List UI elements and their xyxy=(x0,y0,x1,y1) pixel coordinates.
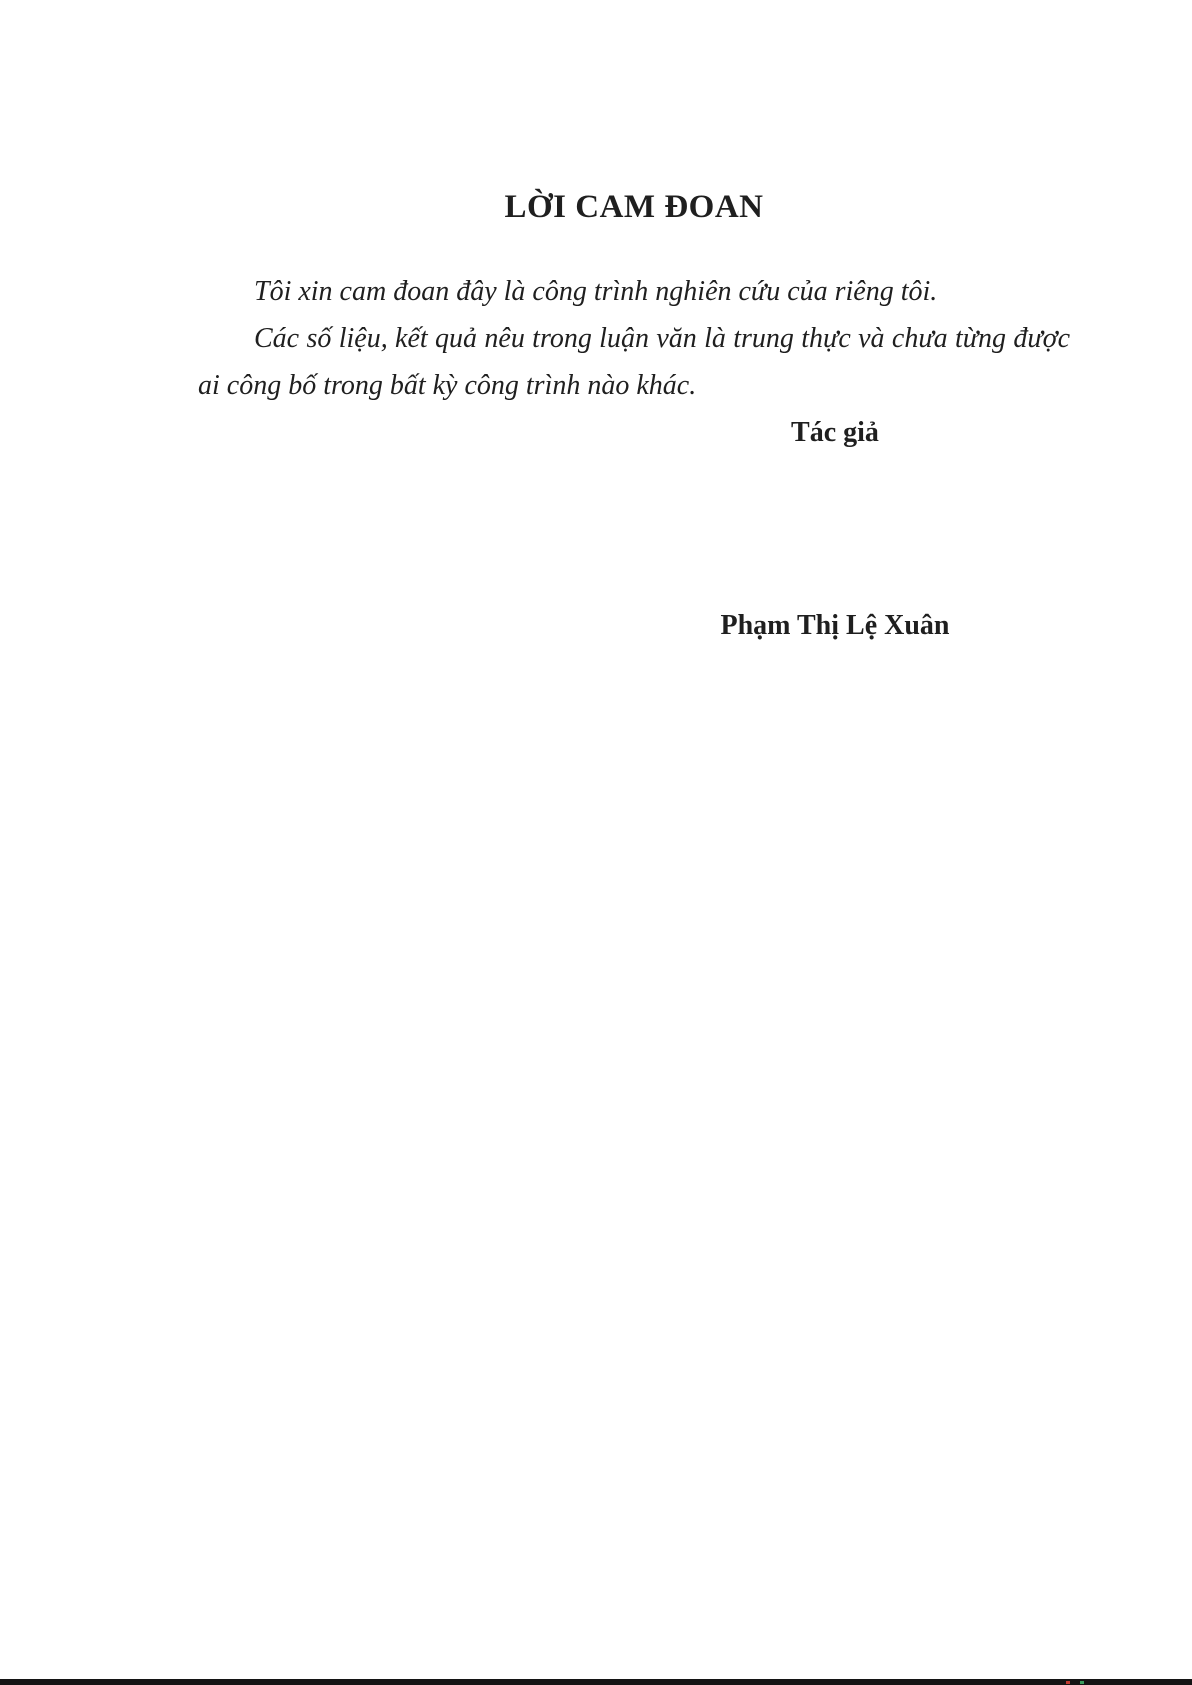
declaration-paragraph: Tôi xin cam đoan đây là công trình nghiên cứu của riêng tôi. xyxy=(254,276,938,307)
scan-noise-speck xyxy=(1080,1681,1084,1684)
declaration-body xyxy=(198,268,1070,409)
page-title: LỜI CAM ĐOAN xyxy=(504,189,764,225)
declaration-paragraph: Các số liệu, kết quả nêu trong luận văn là trung thực và chưa từng được ai công bố trong bất kỳ công trình nào khác. xyxy=(198,323,1070,401)
scan-noise-speck xyxy=(1066,1681,1070,1684)
signature-author-name: Phạm Thị Lệ Xuân xyxy=(720,610,950,641)
scan-edge-artifact xyxy=(0,1679,1192,1685)
signature-role-label: Tác giả xyxy=(791,417,879,448)
